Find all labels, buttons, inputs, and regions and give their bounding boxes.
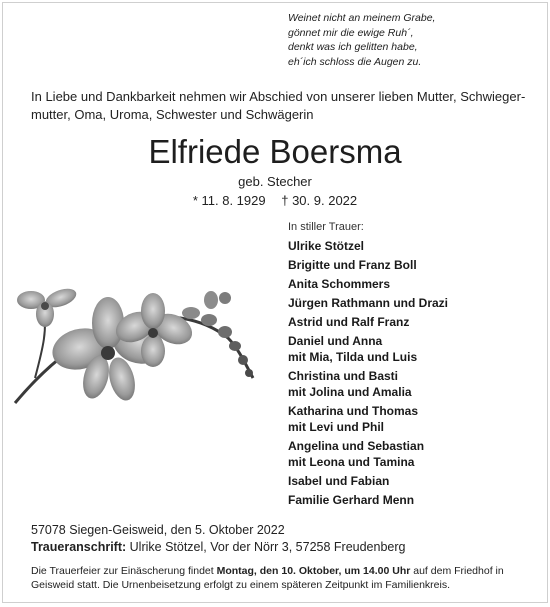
obituary-notice <box>2 2 548 603</box>
address-label: Traueranschrift: <box>31 540 127 554</box>
poem-line: gönnet mir die ewige Ruh´, <box>288 26 414 39</box>
address-value: Ulrike Stötzel, Vor der Nörr 3, 57258 Freudenberg <box>126 540 406 554</box>
mourner-entry <box>288 238 538 254</box>
mourning-label: In stiller Trauer: <box>288 221 364 233</box>
intro-line: mutter, Oma, Uroma, Schwester und Schwägerin <box>31 107 314 122</box>
poem-line: denkt was ich gelitten habe, <box>288 41 418 53</box>
mourner-line: Familie Gerhard Menn <box>288 493 415 507</box>
mourner-line: Katharina und Thomas <box>288 404 419 418</box>
service-info <box>31 564 531 592</box>
mourner-entry <box>288 333 538 365</box>
birth-date: * 11. 8. 1929 <box>192 193 266 208</box>
mourner-line: Daniel und Anna <box>288 334 383 348</box>
place: 57078 Siegen-Geisweid <box>31 523 164 537</box>
death-date: † 30. 9. 2022 <box>281 193 358 208</box>
mourner-line: mit Mia, Tilda und Luis <box>288 350 418 364</box>
service-text-start: Die Trauerfeier zur Einäscherung findet <box>31 565 217 577</box>
orchid-illustration <box>13 228 273 408</box>
deceased-name: Elfriede Boersma <box>148 133 402 170</box>
mourner-entry <box>288 295 538 311</box>
address-line <box>31 539 405 556</box>
mourner-line: mit Jolina und Amalia <box>288 385 412 399</box>
mourner-line: Angelina und Sebastian <box>288 439 425 453</box>
place-and-address <box>31 522 405 556</box>
mourner-entry <box>288 403 538 435</box>
mourner-line: Christina und Basti <box>288 369 399 383</box>
mourner-entry <box>288 438 538 470</box>
mourner-line: Astrid und Ralf Franz <box>288 315 410 329</box>
poem <box>288 11 488 69</box>
mourner-entry <box>288 257 538 273</box>
mourner-line: mit Levi und Phil <box>288 420 385 434</box>
notice-date: , den 5. Oktober 2022 <box>163 523 285 537</box>
life-dates <box>3 193 547 208</box>
mourner-entry <box>288 368 538 400</box>
maiden-name: geb. Stecher <box>238 174 312 189</box>
intro-text <box>31 88 527 124</box>
mourner-entry <box>288 314 538 330</box>
mourner-line: Anita Schommers <box>288 277 391 291</box>
mourner-entry <box>288 276 538 292</box>
mourner-entry <box>288 473 538 489</box>
poem-line: Weinet nicht an meinem Grabe, <box>288 12 436 24</box>
mourner-line: Brigitte und Franz Boll <box>288 258 417 272</box>
mourner-line: Jürgen Rathmann und Drazi <box>288 296 449 310</box>
mourner-line: mit Leona und Tamina <box>288 455 415 469</box>
service-text-end: auf dem Friedhof in Geisweid statt. Die Urnenbeisetzung erfolgt zu einem späteren Zeitpunkt im Familienkreis. <box>31 565 504 591</box>
mourner-line: Ulrike Stötzel <box>288 239 365 253</box>
mourner-entry <box>288 492 538 508</box>
place-date-line <box>31 522 405 539</box>
mourners-list <box>288 238 538 511</box>
mourner-line: Isabel und Fabian <box>288 474 390 488</box>
poem-line: eh´ich schloss die Augen zu. <box>288 55 422 68</box>
intro-line: In Liebe und Dankbarkeit nehmen wir Abschied von unserer lieben Mutter, Schwieger- <box>31 89 526 104</box>
service-datetime: Montag, den 10. Oktober, um 14.00 Uhr <box>216 565 411 577</box>
